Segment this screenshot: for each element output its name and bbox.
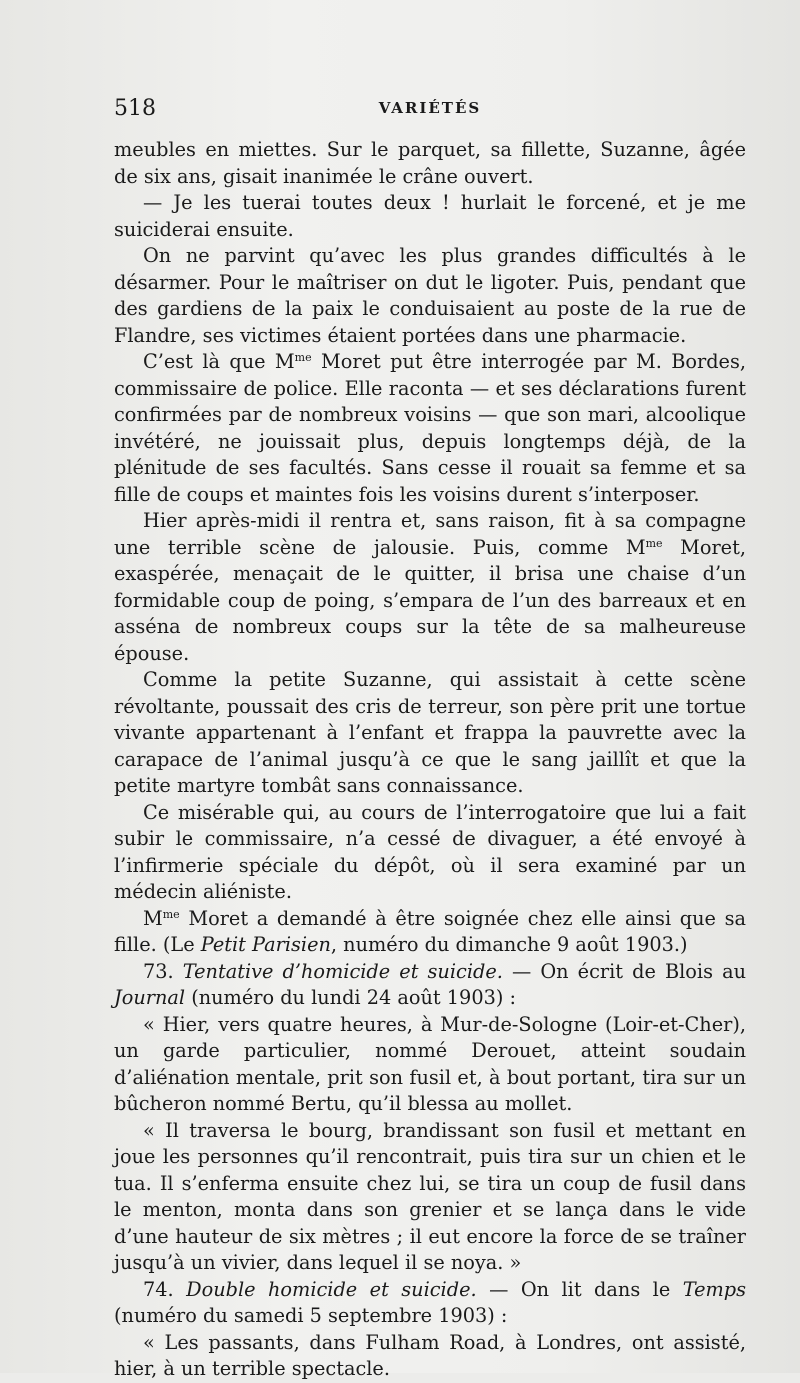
text-span: C’est là que M [143, 350, 295, 373]
text-span: — On lit dans le [476, 1277, 683, 1301]
superscript: me [162, 907, 180, 921]
text-span: Moret, exaspérée, menaçait de le quitter, il brisa une chaise d’un formidable coup de poing, s’empara de l’un des barreaux et en asséna de nombreux coups sur la tête de sa malheureuse épouse. [114, 535, 746, 665]
running-title: VARIÉTÉS [378, 99, 482, 117]
paragraph-2: — Je les tuerai toutes deux ! hurlait le forcené, et je me suiciderai ensuite. [114, 191, 746, 241]
paragraph-10: « Hier, vers quatre heures, à Mur-de-Sologne (Loir-et-Cher), un garde particulier, nommé Derouet, atteint soudain d’aliénation mentale, prit son fusil et, à bout portant, tira sur un bûcheron nommé Bertu, qu’il blessa au mollet. [114, 1012, 746, 1115]
text-span: (numéro du samedi 5 septembre 1903) : [114, 1304, 508, 1327]
paragraph-12 [114, 1277, 746, 1330]
running-head [114, 96, 746, 126]
paragraph-9 [114, 959, 746, 1012]
paragraph-4 [114, 349, 746, 508]
paragraph-7: Ce misérable qui, au cours de l’interrogatoire que lui a fait subir le commissaire, n’a cessé de divaguer, a été envoyé à l’infirmerie spéciale du dépôt, où il sera examiné par un médecin aliéniste. [114, 800, 746, 903]
case-number: 73. [143, 959, 183, 983]
paragraph-1: meubles en miettes. Sur le parquet, sa fillette, Suzanne, âgée de six ans, gisait inanimée le crâne ouvert. [114, 138, 746, 188]
text-span: Hier après-midi il rentra et, sans raison, fit à sa compagne une terrible scène de jalousie. Puis, comme M [114, 509, 746, 559]
text-span: Moret a demandé à être soignée chez elle ainsi que sa fille. (Le [114, 906, 746, 956]
superscript: me [645, 536, 663, 550]
text-span: , numéro du dimanche 9 août 1903.) [330, 933, 688, 956]
superscript: me [294, 351, 312, 364]
paragraph-13: « Les passants, dans Fulham Road, à Londres, ont assisté, hier, à un terrible spectacle. [114, 1330, 746, 1380]
paragraph-11: « Il traversa le bourg, brandissant son fusil et mettant en joue les personnes qu’il rencontrait, puis tira sur un chien et le tua. Il s’enferma ensuite chez lui, se tira un coup de fusil dans le menton, monta dans son grenier et se lança dans le vide d’une hauteur de six mètres ; il eut encore la force de se traîner jusqu’à un vivier, dans lequel il se noya. » [114, 1118, 746, 1274]
text-span: Moret put être interrogée par M. Bordes, commissaire de police. Elle raconta — et ses déclarations furent confirmées par de nombreux voisins — que son mari, alcoolique invétéré, ne jouissait plus, depuis longtemps déjà, de la plénitude de ses facultés. Sans cesse il rouait sa femme et sa fille de coups et maintes fois les voisins durent s’interposer. [114, 350, 746, 506]
italic-source: Journal [114, 986, 186, 1009]
case-title: Tentative d’homicide et suicide. [182, 959, 503, 983]
text-span: (numéro du lundi 24 août 1903) : [185, 986, 517, 1009]
paragraph-8 [114, 906, 746, 959]
text-span: — On écrit de Blois au [502, 959, 746, 983]
case-number: 74. [143, 1277, 187, 1301]
paragraph-3: On ne parvint qu’avec les plus grandes difficultés à le désarmer. Pour le maîtriser on dut le ligoter. Puis, pendant que des gardiens de la paix le conduisaient au poste de la rue de Flandre, ses victimes étaient portées dans une pharmacie. [114, 244, 746, 347]
paragraph-6: Comme la petite Suzanne, qui assistait à cette scène révoltante, poussait des cris de terreur, son père prit une tortue vivante appartenant à l’enfant et frappa la pauvrette avec la carapace de l’animal jusqu’à ce que le sang jaillît et que la petite martyre tombât sans connaissance. [114, 668, 746, 797]
case-title: Double homicide et suicide. [186, 1277, 477, 1301]
paragraph-5 [114, 508, 746, 667]
italic-source: Temps [682, 1277, 747, 1301]
page-number: 518 [114, 96, 156, 121]
text-span: M [143, 906, 163, 930]
body-text [114, 137, 746, 1383]
italic-source: Petit Parisien [200, 933, 331, 956]
